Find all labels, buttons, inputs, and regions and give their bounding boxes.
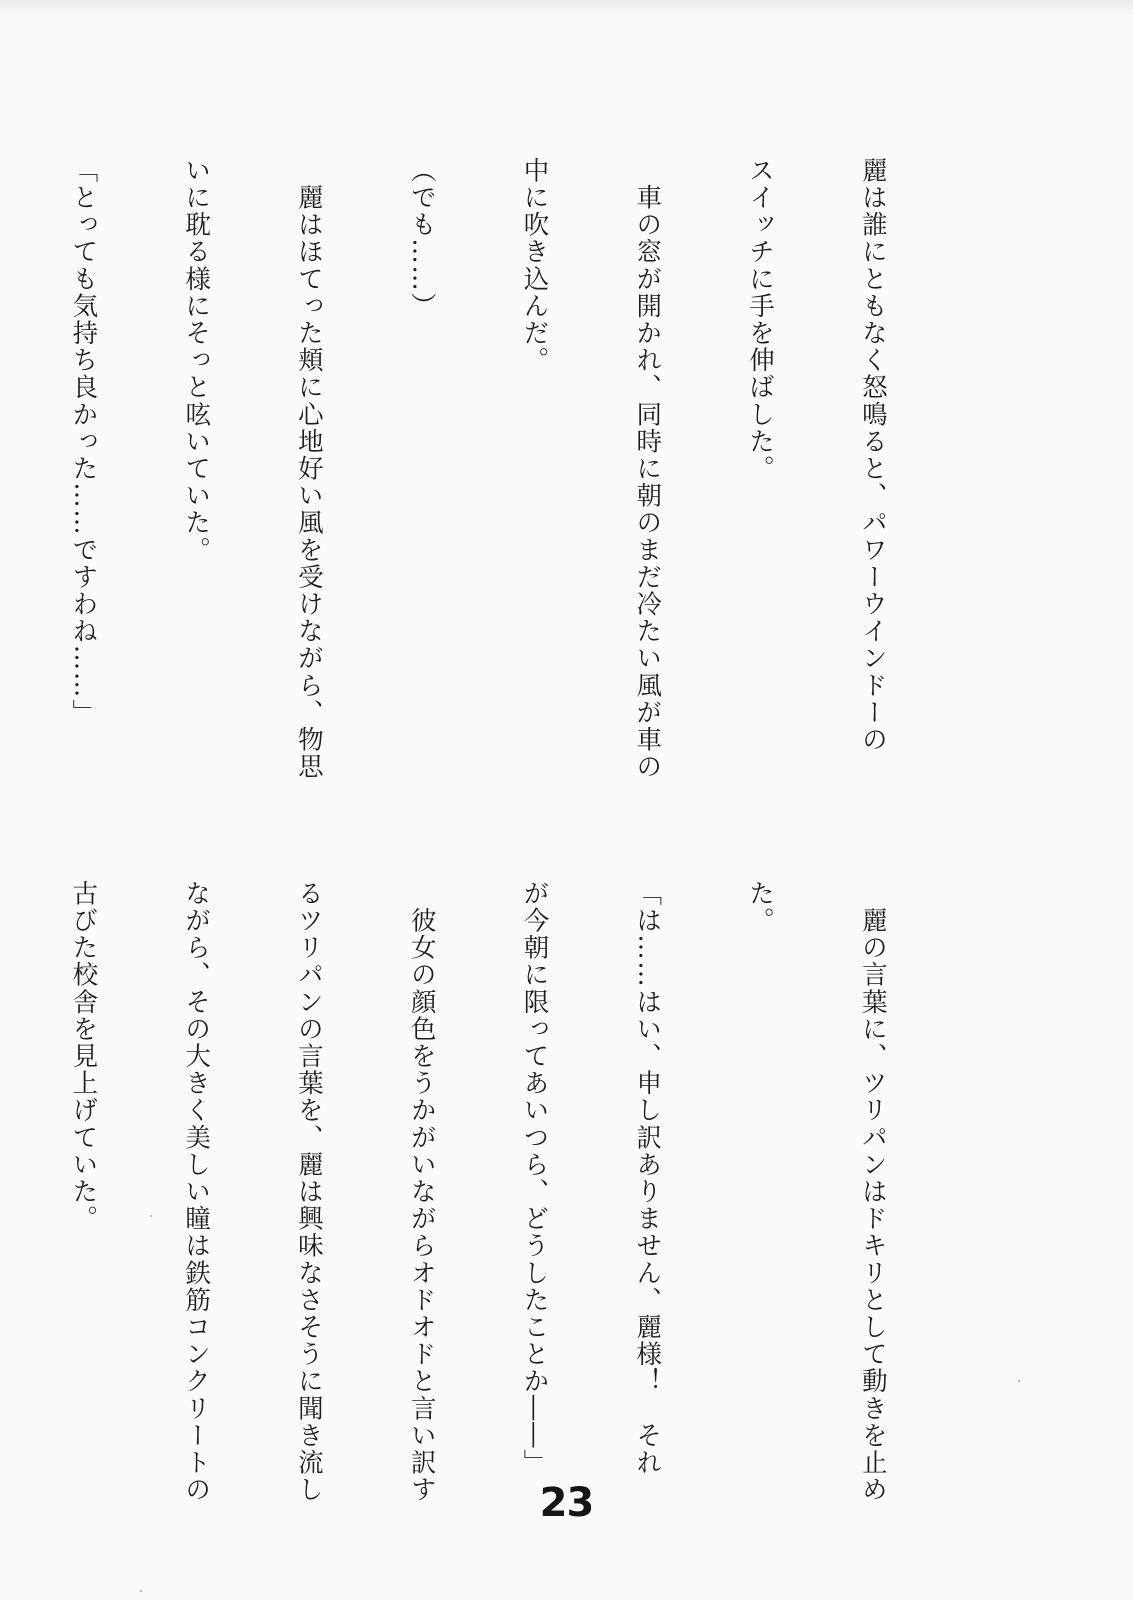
text-line: 「は……はい、申し訳ありません、麗様！ それ <box>632 880 663 1477</box>
page-number: 23 <box>539 1480 594 1526</box>
text-line: た。 <box>745 880 776 935</box>
text-line: 麗は誰にともなく怒鳴ると、パワーウインドーの <box>857 157 888 754</box>
text-line: スイッチに手を伸ばした。 <box>745 157 776 483</box>
text-line: 彼女の顔色をうかがいながらオドオドと言い訳す <box>406 880 437 1504</box>
text-line: 「とっても気持ち良かった……ですわね……」 <box>68 157 99 727</box>
text-line: ながら、その大きく美しい瞳は鉄筋コンクリートの <box>181 880 212 1504</box>
paper-speck <box>140 1590 142 1592</box>
text-line: 麗の言葉に、ツリパンはドキリとして動きを止め <box>857 880 888 1504</box>
text-line: が今朝に限ってあいつら、どうしたことか――」 <box>519 880 550 1477</box>
text-line: （でも……） <box>406 157 437 320</box>
text-line: るツリパンの言葉を、麗は興味なさそうに聞き流し <box>293 880 324 1504</box>
text-line: 麗はほてった頬に心地好い風を受けながら、物思 <box>293 157 324 781</box>
text-line: 車の窓が開かれ、同時に朝のまだ冷たい風が車の <box>632 157 663 781</box>
upper-text-block <box>68 157 966 797</box>
page-top-shadow <box>0 0 1133 18</box>
paper-speck <box>150 1215 152 1217</box>
text-line: いに耽る様にそっと呟いていた。 <box>181 157 212 564</box>
paper-speck <box>1018 1380 1020 1382</box>
text-line: 古びた校舎を見上げていた。 <box>68 880 99 1233</box>
text-line: 中に吹き込んだ。 <box>519 157 550 374</box>
